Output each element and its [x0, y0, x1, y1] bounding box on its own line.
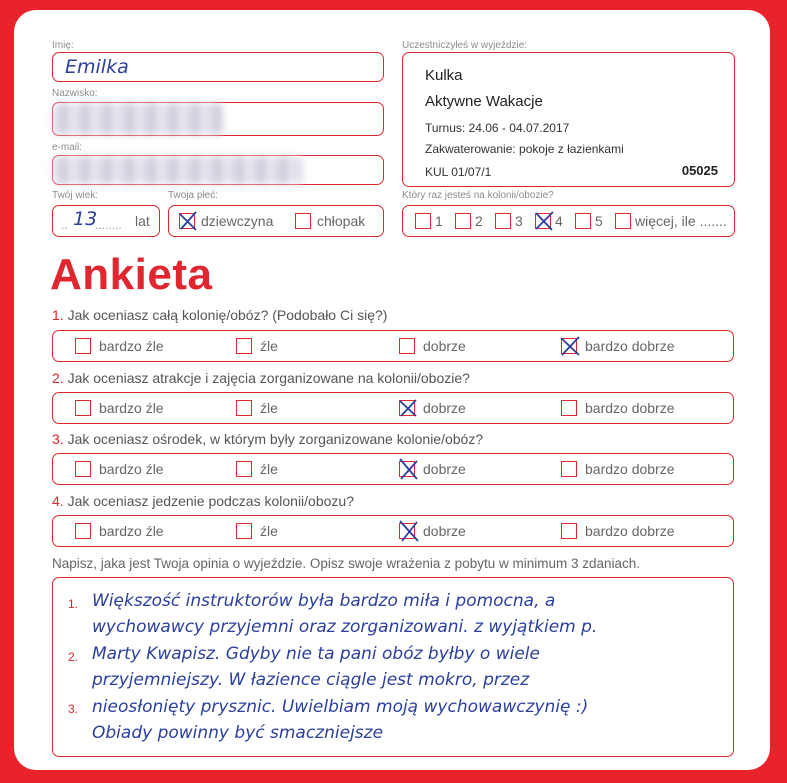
- q1-option-very-bad: bardzo źle: [99, 338, 164, 354]
- q4-checkbox-bad[interactable]: [236, 523, 252, 539]
- question-4-options: [52, 515, 734, 547]
- age-dots-left: ..: [61, 218, 68, 232]
- age-unit: lat: [135, 213, 150, 229]
- q3-checkbox-good[interactable]: [399, 461, 415, 477]
- q4-checkbox-good[interactable]: [399, 523, 415, 539]
- times-checkbox-more[interactable]: [615, 213, 631, 229]
- trip-program: Aktywne Wakacje: [425, 93, 543, 110]
- times-field: [402, 205, 735, 237]
- trip-number: 05025: [681, 163, 718, 178]
- times-checkbox-1[interactable]: [415, 213, 431, 229]
- question-1: [52, 307, 387, 323]
- question-2-text: Jak oceniasz atrakcje i zajęcia zorganizowane na kolonii/obozie?: [67, 370, 470, 386]
- trip-accommodation: Zakwaterowanie: pokoje z łazienkami: [425, 142, 624, 156]
- q3-checkbox-very-good[interactable]: [561, 461, 577, 477]
- q4-option-bad: źle: [260, 523, 278, 539]
- opinion-line-3: Marty Kwapisz. Gdyby nie ta pani obóz byłby o wiele: [92, 644, 540, 664]
- question-2-options: [52, 392, 734, 424]
- q4-checkbox-very-good[interactable]: [561, 523, 577, 539]
- question-3-number: 3.: [52, 431, 64, 447]
- times-option-5: 5: [595, 213, 603, 229]
- question-3: [52, 431, 483, 447]
- redacted-email: [53, 156, 303, 184]
- q1-option-good: dobrze: [423, 338, 466, 354]
- q2-option-good: dobrze: [423, 400, 466, 416]
- opinion-line-1: Większość instruktorów była bardzo miła i pomocna, a: [92, 591, 556, 611]
- gender-checkbox-boy[interactable]: [295, 213, 311, 229]
- q2-checkbox-very-bad[interactable]: [75, 400, 91, 416]
- times-checkbox-3[interactable]: [495, 213, 511, 229]
- times-checkbox-4[interactable]: [535, 213, 551, 229]
- gender-option-boy: chłopak: [317, 213, 366, 229]
- gender-option-girl: dziewczyna: [201, 213, 274, 229]
- age-field[interactable]: [52, 205, 160, 237]
- email-label: e-mail:: [52, 142, 83, 153]
- q3-option-very-bad: bardzo źle: [99, 461, 164, 477]
- question-4-number: 4.: [52, 493, 64, 509]
- survey-sheet: [14, 10, 770, 770]
- opinion-number-2: 2.: [68, 650, 79, 664]
- age-label: Twój wiek:: [52, 190, 99, 201]
- times-option-4: 4: [555, 213, 563, 229]
- age-dots-right: ........: [95, 218, 122, 232]
- q1-checkbox-good[interactable]: [399, 338, 415, 354]
- times-checkbox-5[interactable]: [575, 213, 591, 229]
- trip-turnus: Turnus: 24.06 - 04.07.2017: [425, 121, 570, 135]
- opinion-number-1: 1.: [68, 597, 79, 611]
- question-4: [52, 493, 354, 509]
- opinion-number-3: 3.: [68, 702, 79, 716]
- trip-org: Kulka: [425, 67, 463, 84]
- times-checkbox-2[interactable]: [455, 213, 471, 229]
- q1-option-bad: źle: [260, 338, 278, 354]
- surname-label: Nazwisko:: [52, 88, 98, 99]
- survey-title: Ankieta: [50, 250, 213, 299]
- opinion-prompt: Napisz, jaka jest Twoja opinia o wyjeździe. Opisz swoje wrażenia z pobytu w minimum 3 zdaniach.: [52, 556, 641, 571]
- check-mark-icon: [397, 520, 421, 544]
- q4-option-very-bad: bardzo źle: [99, 523, 164, 539]
- times-option-1: 1: [435, 213, 443, 229]
- question-3-text: Jak oceniasz ośrodek, w którym były zorganizowane kolonie/obóz?: [67, 431, 484, 447]
- opinion-line-4: przyjemniejszy. W łazience ciągle jest mokro, przez: [92, 670, 530, 690]
- age-value: 13: [73, 208, 98, 230]
- q2-option-very-bad: bardzo źle: [99, 400, 164, 416]
- opinion-line-6: Obiady powinny być smaczniejsze: [92, 723, 384, 743]
- question-1-text: Jak oceniasz całą kolonię/obóz? (Podobało Ci się?): [67, 307, 388, 323]
- question-3-options: [52, 453, 734, 485]
- check-mark-icon: [397, 397, 419, 419]
- q3-option-bad: źle: [260, 461, 278, 477]
- trip-label: Uczestniczyłeś w wyjeździe:: [402, 40, 528, 51]
- check-mark-icon: [177, 210, 199, 232]
- q4-option-good: dobrze: [423, 523, 466, 539]
- question-1-number: 1.: [52, 307, 64, 323]
- q3-checkbox-bad[interactable]: [236, 461, 252, 477]
- check-mark-icon: [533, 210, 555, 232]
- name-value: Emilka: [65, 56, 129, 78]
- email-field[interactable]: [52, 155, 384, 185]
- opinion-line-2: wychowawcy przyjemni oraz zorganizowani. z wyjątkiem p.: [92, 617, 598, 637]
- redacted-surname: [53, 103, 223, 135]
- q1-checkbox-bad[interactable]: [236, 338, 252, 354]
- check-mark-icon: [559, 335, 581, 357]
- q1-option-very-good: bardzo dobrze: [585, 338, 675, 354]
- q3-option-good: dobrze: [423, 461, 466, 477]
- gender-checkbox-girl[interactable]: [179, 213, 195, 229]
- times-label: Który raz jesteś na kolonii/obozie?: [402, 190, 554, 201]
- q2-option-very-good: bardzo dobrze: [585, 400, 675, 416]
- q1-checkbox-very-good[interactable]: [561, 338, 577, 354]
- opinion-line-5: nieosłonięty prysznic. Uwielbiam moją wychowawczynię :): [92, 697, 589, 717]
- q4-checkbox-very-bad[interactable]: [75, 523, 91, 539]
- question-1-options: [52, 330, 734, 362]
- surname-field[interactable]: [52, 102, 384, 136]
- question-2-number: 2.: [52, 370, 64, 386]
- q2-checkbox-bad[interactable]: [236, 400, 252, 416]
- trip-info-box: [402, 52, 735, 187]
- question-2: [52, 370, 470, 386]
- trip-code: KUL 01/07/1: [425, 165, 492, 179]
- name-field[interactable]: [52, 52, 384, 82]
- gender-field: [168, 205, 384, 237]
- question-4-text: Jak oceniasz jedzenie podczas kolonii/obozu?: [67, 493, 354, 509]
- check-mark-icon: [397, 458, 419, 482]
- name-label: Imię:: [52, 40, 74, 51]
- q3-checkbox-very-bad[interactable]: [75, 461, 91, 477]
- q2-checkbox-very-good[interactable]: [561, 400, 577, 416]
- q2-option-bad: źle: [260, 400, 278, 416]
- q3-option-very-good: bardzo dobrze: [585, 461, 675, 477]
- q2-checkbox-good[interactable]: [399, 400, 415, 416]
- q4-option-very-good: bardzo dobrze: [585, 523, 675, 539]
- times-option-3: 3: [515, 213, 523, 229]
- q1-checkbox-very-bad[interactable]: [75, 338, 91, 354]
- times-option-more: więcej, ile .......: [635, 213, 727, 229]
- gender-label: Twoja płeć:: [168, 190, 219, 201]
- times-option-2: 2: [475, 213, 483, 229]
